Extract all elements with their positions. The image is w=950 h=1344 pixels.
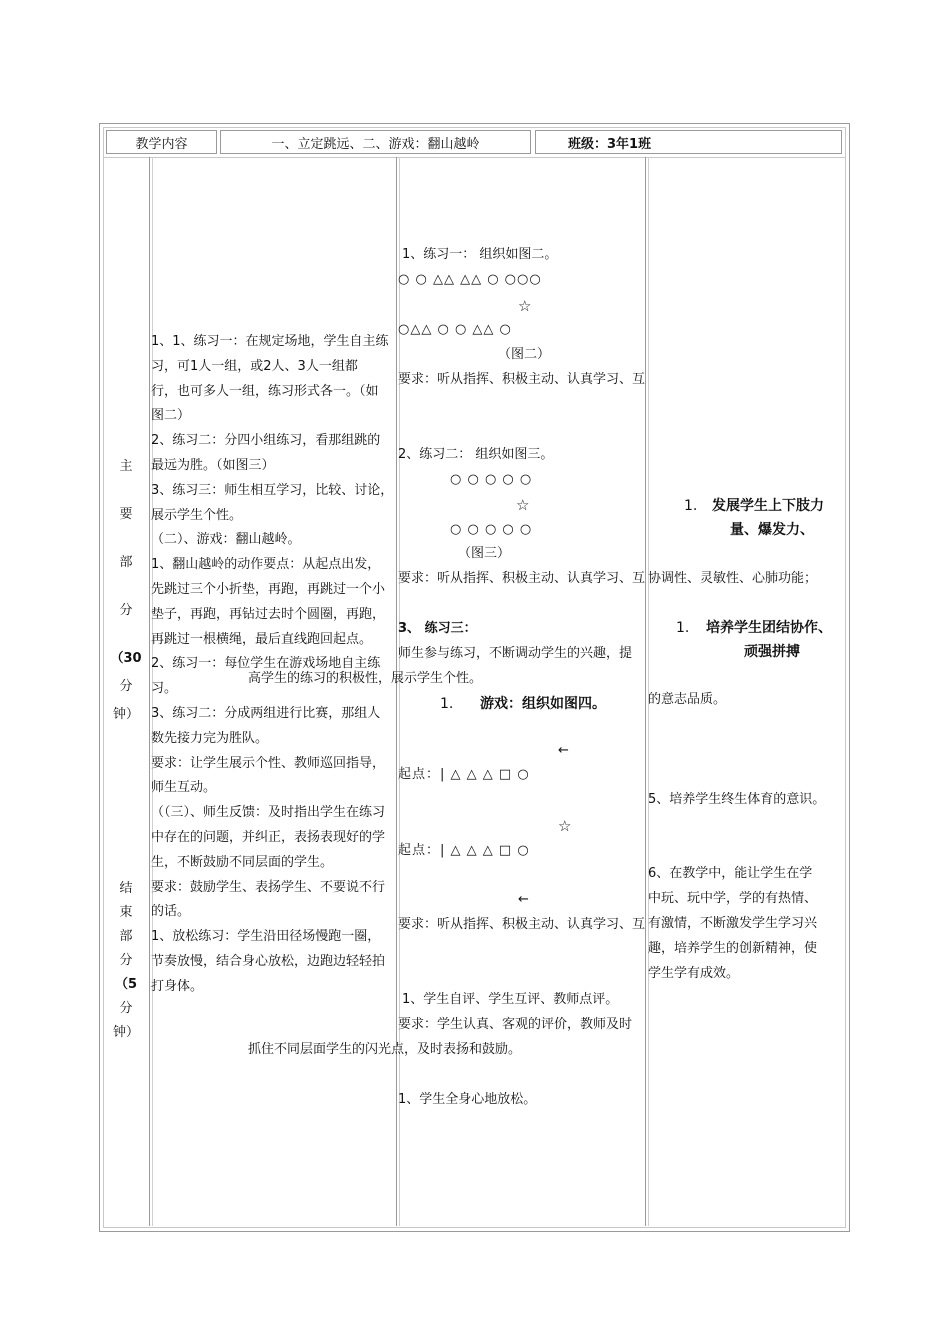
- content-line: 2、练习二：分四小组练习，看那组跳的: [151, 433, 381, 449]
- exercise2-requirement: 要求：听从指挥、积极主动、认真学习、互: [398, 571, 646, 586]
- content-line: 要求：鼓励学生、表扬学生、不要说不行: [151, 879, 386, 895]
- end-section-label: [106, 877, 146, 1045]
- goal1-line3: 协调性、灵敏性、心肺功能；: [648, 571, 818, 586]
- goal6-line: 趣，培养学生的创新精神，使: [648, 941, 818, 956]
- goal2-number: 1.: [676, 620, 690, 636]
- content-line: 2、练习一：每位学生在游戏场地自主练: [151, 656, 381, 672]
- exercise1-formation-row2: ○△△ ○ ○ △△ ○: [398, 322, 512, 337]
- evaluation-text: 1、学生自评、学生互评、教师点评。: [402, 992, 619, 1007]
- label-char: 分: [119, 953, 133, 968]
- content-line: 1、放松练习：学生沿田径场慢跑一圈，: [151, 929, 381, 945]
- content-line: 3、练习二：分成两组进行比赛，那组人: [151, 706, 381, 721]
- evaluation-requirement: 要求：学生认真、客观的评价，教师及时: [398, 1017, 633, 1032]
- content-line: 展示学生个性。: [151, 507, 243, 523]
- goal6-line: 有激情，不断激发学生学习兴: [648, 916, 818, 931]
- direction-arrow-icon: ←: [518, 892, 530, 907]
- direction-arrow-icon: ←: [558, 743, 570, 758]
- game-title: 游戏：组织如图四。: [480, 696, 606, 712]
- label-char: （5: [114, 977, 138, 992]
- content-line: 垫子，再跑，再钻过去时个圆圈，再跑，: [151, 606, 386, 622]
- teacher-star-icon: ☆: [558, 817, 573, 835]
- content-line: 1、1、练习一：在规定场地，学生自主练: [151, 334, 389, 349]
- content-line: 图二）: [151, 408, 191, 424]
- exercise1-title: 1、练习一： 组织如图二。: [402, 247, 558, 262]
- content-line: 的话。: [151, 904, 191, 920]
- content-line: （二）、游戏：翻山越岭。: [151, 532, 301, 548]
- header-label: 教学内容: [135, 136, 188, 152]
- exercise1-formation-row1: ○ ○ △△ △△ ○ ○○○: [398, 272, 542, 287]
- goal6-line: 6、在教学中，能让学生在学: [648, 866, 813, 881]
- label-char: 钟）: [112, 1025, 139, 1040]
- label-char: （30: [110, 651, 142, 666]
- goal2-line1: 培养学生团结协作、: [706, 620, 832, 636]
- content-line: 最远为胜。（如图三）: [151, 458, 275, 473]
- label-char: 部: [119, 929, 133, 944]
- exercise1-requirement: 要求：听从指挥、积极主动、认真学习、互: [398, 372, 646, 387]
- exercise3-title: 3、 练习三：: [398, 621, 477, 636]
- teacher-star-icon: ☆: [516, 496, 531, 514]
- label-char: 束: [119, 905, 133, 920]
- content-line: 数先接力完为胜队。: [151, 730, 269, 746]
- goal2-line2: 顽强拼搏: [744, 644, 800, 660]
- content-line: 1、翻山越岭的动作要点：从起点出发，: [151, 557, 381, 573]
- label-char: 部: [119, 555, 133, 570]
- main-section-label: [106, 455, 146, 731]
- exercise3-text-continued: 高学生的练习的积极性，展示学生个性。: [248, 671, 483, 686]
- header-content: 一、立定跳远、二、游戏：翻山越岭: [271, 136, 480, 152]
- content-line: 再跳过一根横绳，最后直线跑回起点。: [151, 631, 373, 647]
- column-divider: [399, 157, 400, 1226]
- game-requirement: 要求：听从指挥、积极主动、认真学习、互: [398, 917, 646, 932]
- column-divider: [149, 157, 150, 1226]
- goal6-line: 中玩、玩中学，学的有热情、: [648, 891, 818, 906]
- content-line: 习，可1人一组，或2人、3人一组都: [151, 358, 358, 374]
- content-line: 3、练习三：师生相互学习，比较、讨论，: [151, 482, 394, 498]
- content-line: 中存在的问题，并纠正，表扬表现好的学: [151, 830, 386, 845]
- column-divider: [396, 157, 397, 1226]
- exercise2-title: 2、练习二： 组织如图三。: [398, 447, 554, 462]
- label-char: 分: [119, 679, 133, 694]
- exercise3-text: 师生参与练习，不断调动学生的兴趣，提: [398, 646, 633, 661]
- teacher-star-icon: ☆: [518, 297, 533, 315]
- exercise2-formation-row2: ○ ○ ○ ○ ○: [450, 522, 533, 537]
- game-number: 1.: [440, 696, 454, 712]
- game-lane2: 起点：| △ △ △ □ ○: [398, 843, 530, 858]
- header-divider: [103, 157, 846, 158]
- goal5: 5、培养学生终生体育的意识。: [648, 792, 826, 807]
- header-label-cell: [106, 130, 217, 154]
- figure2-caption: （图二）: [498, 347, 551, 362]
- content-line: 打身体。: [151, 978, 204, 994]
- goal1-number: 1.: [684, 498, 698, 514]
- content-line: 习。: [151, 681, 178, 697]
- label-char: 结: [119, 881, 133, 896]
- label-char: 分: [119, 1001, 133, 1016]
- label-char: 要: [119, 507, 133, 522]
- content-line: 师生互动。: [151, 780, 217, 796]
- header-class-cell: [535, 130, 842, 154]
- goal1-line2: 量、爆发力、: [730, 522, 814, 538]
- figure3-caption: （图三）: [458, 546, 511, 561]
- content-line: 先跳过三个小折垫，再跑，再跳过一个小: [151, 582, 386, 597]
- relax-text: 1、学生全身心地放松。: [398, 1092, 537, 1107]
- evaluation-requirement-continued: 抓住不同层面学生的闪光点，及时表扬和鼓励。: [248, 1042, 522, 1057]
- label-char: 分: [119, 603, 133, 618]
- goal2-line3: 的意志品质。: [648, 692, 727, 707]
- label-char: 钟）: [112, 707, 139, 722]
- column-divider: [645, 157, 646, 1226]
- goal1-line1: 发展学生上下肢力: [712, 498, 824, 514]
- exercise2-formation-row1: ○ ○ ○ ○ ○: [450, 472, 533, 487]
- game-lane1: 起点：| △ △ △ □ ○: [398, 767, 530, 782]
- content-line: （（三）、师生反馈：及时指出学生在练习: [151, 805, 386, 821]
- header-content-cell: [220, 130, 531, 154]
- header-class-info: 班级：3年1班: [568, 136, 652, 152]
- content-line: 要求：让学生展示个性、教师巡回指导，: [151, 755, 386, 771]
- label-char: 主: [119, 459, 133, 474]
- goal6-line: 学生学有成效。: [648, 966, 740, 981]
- content-line: 节奏放慢，结合身心放松，边跑边轻轻拍: [151, 954, 386, 969]
- content-line: 行，也可多人一组，练习形式各一。（如: [151, 383, 379, 399]
- content-line: 生，不断鼓励不同层面的学生。: [151, 854, 334, 870]
